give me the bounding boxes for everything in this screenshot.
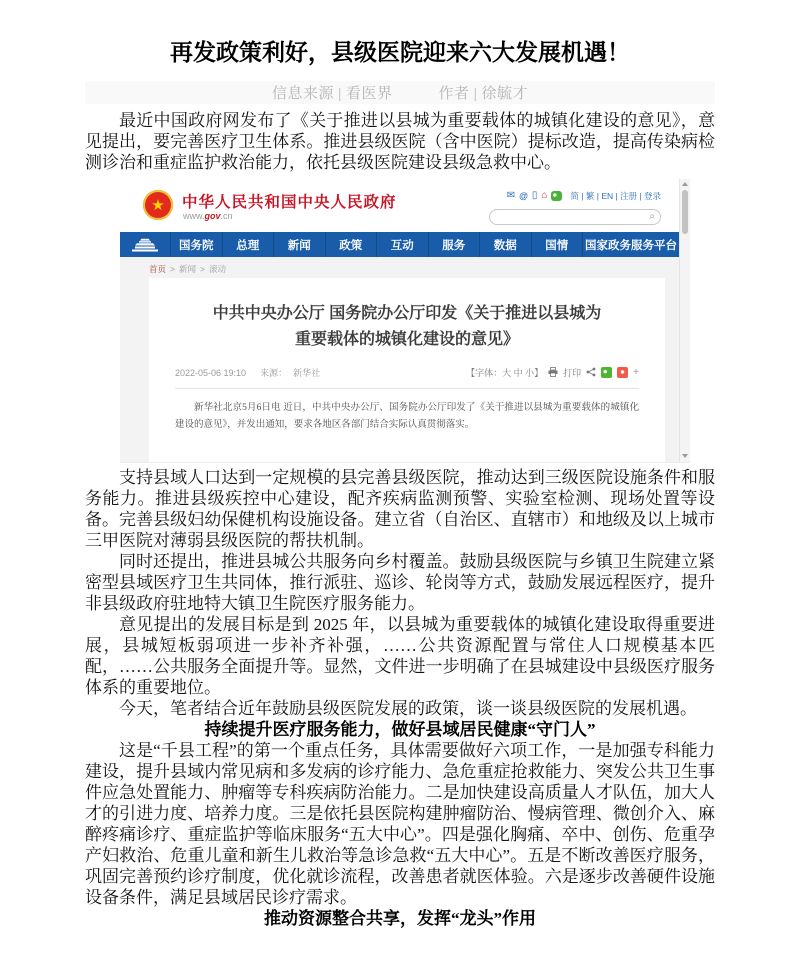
- byline: [85, 81, 715, 104]
- paragraph-coverage: 同时还提出，推进县城公共服务向乡村覆盖。鼓励县级医院与乡镇卫生院建立紧密型县域医疗卫生共同体，推行派驻、巡诊、轮岗等方式，鼓励发展远程医疗，提升非县级政府驻地特大镇卫生院医疗服务能力。: [85, 552, 715, 613]
- nav-item-state-council[interactable]: 国务院: [170, 232, 222, 257]
- paragraph-six-tasks: 这是“千县工程”的第一个重点任务，具体需要做好六项工作，一是加强专科能力建设，提升县域内常见病和多发病的诊疗能力、急危重症抢救能力、突发公共卫生事件应急处置能力、肿瘤等专科疾病防治能力。二是加快建设高质量人才队伍，加大人才的引进力度、培养力度。三是依托县医院构建肿瘤防治、慢病管理、微创介入、麻醉疼痛诊疗、重症监护等临床服务“五大中心”。四是强化胸痛、卒中、创伤、危重孕产妇救治、危重儿童和新生儿救治等急诊急救“五大中心”。五是不断改善医疗服务，巩固完善预约诊疗制度，优化就诊流程，改善患者就医体验。六是逐步改善硬件设施设备条件，满足县域居民诊疗需求。: [85, 741, 715, 907]
- nav-item-premier[interactable]: 总理: [222, 232, 274, 257]
- scroll-thumb[interactable]: [682, 190, 688, 234]
- tiananmen-icon[interactable]: [120, 232, 170, 257]
- page-title: 再发政策利好，县级医院迎来六大发展机遇！: [170, 39, 630, 65]
- gov-article-date: 2022-05-06 19:10: [175, 367, 247, 378]
- search-icon[interactable]: ⌕: [649, 211, 655, 222]
- gov-article-title: 中共中央办公厅 国务院办公厅印发《关于推进以县城为重要载体的城镇化建设的意见》: [212, 305, 602, 348]
- nav-item-data[interactable]: 数据: [479, 232, 531, 257]
- breadcrumb-news[interactable]: 新闻: [178, 264, 196, 274]
- gov-website-screenshot: [120, 179, 690, 463]
- paragraph-goals: 意见提出的发展目标是到 2025 年，以县城为重要载体的城镇化建设取得重要进展，县城短板弱项进一步补齐补强，……公共资源配置与常住人口规模基本匹配，……公共服务全面提升等。显然，文件进一步明确了在县城建设中县级医疗服务体系的重要地位。: [85, 615, 715, 697]
- emblem-star: ★: [151, 197, 165, 214]
- printer-icon[interactable]: [548, 367, 558, 379]
- article-page: [85, 38, 715, 929]
- home-icon[interactable]: ⌂: [541, 190, 548, 201]
- gov-article-meta: [175, 366, 639, 379]
- mail-icon[interactable]: ✉: [506, 190, 516, 201]
- gov-header: [120, 179, 679, 232]
- meta-divider: [175, 388, 639, 389]
- wechat-icon[interactable]: [551, 191, 562, 201]
- paragraph-today: 今天，笔者结合近年鼓励县级医院发展的政策，谈一谈县级医院的发展机遇。: [119, 699, 697, 718]
- nav-item-services[interactable]: 服务: [428, 232, 480, 257]
- scrollbar[interactable]: [679, 179, 690, 462]
- mobile-icon[interactable]: ▯: [531, 190, 538, 201]
- url-suffix: .cn: [220, 211, 233, 221]
- search-box[interactable]: [489, 209, 661, 225]
- breadcrumb-separator: >: [200, 264, 205, 274]
- breadcrumb-separator: >: [170, 264, 175, 274]
- national-emblem-icon: [143, 190, 173, 220]
- more-share-icon[interactable]: +: [633, 367, 639, 378]
- gov-nav: [120, 232, 679, 257]
- section-heading-leader: 推动资源整合共享，发挥“龙头”作用: [264, 909, 536, 928]
- breadcrumb-home[interactable]: 首页: [149, 264, 167, 274]
- scroll-up-icon[interactable]: [682, 182, 688, 186]
- paragraph-intro: 最近中国政府网发布了《关于推进以县城为重要载体的城镇化建设的意见》，意见提出，要完善医疗卫生体系。推进县级医院（含中医院）提标改造，提高传染病检测诊治和重症监护救治能力，依托县级医院建设县级急救中心。: [85, 111, 715, 172]
- at-icon[interactable]: @: [519, 191, 528, 201]
- language-links[interactable]: 简 | 繁 | EN | 注册 | 登录: [570, 191, 661, 201]
- font-size-control[interactable]: 【字体：大 中 小】: [466, 368, 544, 378]
- breadcrumb: [149, 263, 226, 275]
- byline-author: 作者 | 徐毓才: [438, 86, 529, 102]
- nav-item-interaction[interactable]: 互动: [376, 232, 428, 257]
- gov-article-body: 新华社北京5月6日电 近日，中共中央办公厅、国务院办公厅印发了《关于推进以县城为重要载体的城镇化建设的意见》，并发出通知，要求各地区各部门结合实际认真贯彻落实。: [175, 403, 639, 430]
- gov-site-name[interactable]: 中华人民共和国中央人民政府: [182, 194, 397, 211]
- nav-item-policy[interactable]: 政策: [325, 232, 377, 257]
- breadcrumb-rolling[interactable]: 滚动: [208, 264, 226, 274]
- search-input[interactable]: [490, 210, 660, 224]
- gov-source-label: 来源：: [260, 368, 288, 378]
- gov-site-url: [183, 211, 233, 221]
- weibo-share-icon[interactable]: [617, 367, 628, 378]
- share-icon[interactable]: [586, 367, 596, 379]
- paragraph-support: 支持县域人口达到一定规模的县完善县级医院，推动达到三级医院设施条件和服务能力。推进县级疾控中心建设，配齐疾病监测预警、实验室检测、现场处置等设备。完善县级妇幼保健机构设施设备。建立省（自治区、直辖市）和地级及以上城市三甲医院对薄弱县级医院的帮扶机制。: [85, 468, 715, 550]
- byline-source: 信息来源 | 看医界: [271, 86, 393, 102]
- gov-quick-icons: [507, 190, 661, 202]
- url-gov: gov: [204, 211, 221, 221]
- nav-item-national[interactable]: 国情: [531, 232, 583, 257]
- gov-article-card: [149, 278, 665, 462]
- nav-item-service-platform[interactable]: 国家政务服务平台: [582, 232, 679, 257]
- gov-content-area: [120, 257, 679, 462]
- wechat-share-icon[interactable]: [601, 367, 612, 378]
- print-label[interactable]: 打印: [563, 368, 582, 378]
- nav-item-news[interactable]: 新闻: [273, 232, 325, 257]
- url-prefix: www.: [183, 211, 205, 221]
- section-heading-gatekeeper: 持续提升医疗服务能力，做好县域居民健康“守门人”: [204, 720, 596, 739]
- gov-source-value: 新华社: [293, 368, 321, 378]
- scroll-down-icon[interactable]: [682, 454, 688, 458]
